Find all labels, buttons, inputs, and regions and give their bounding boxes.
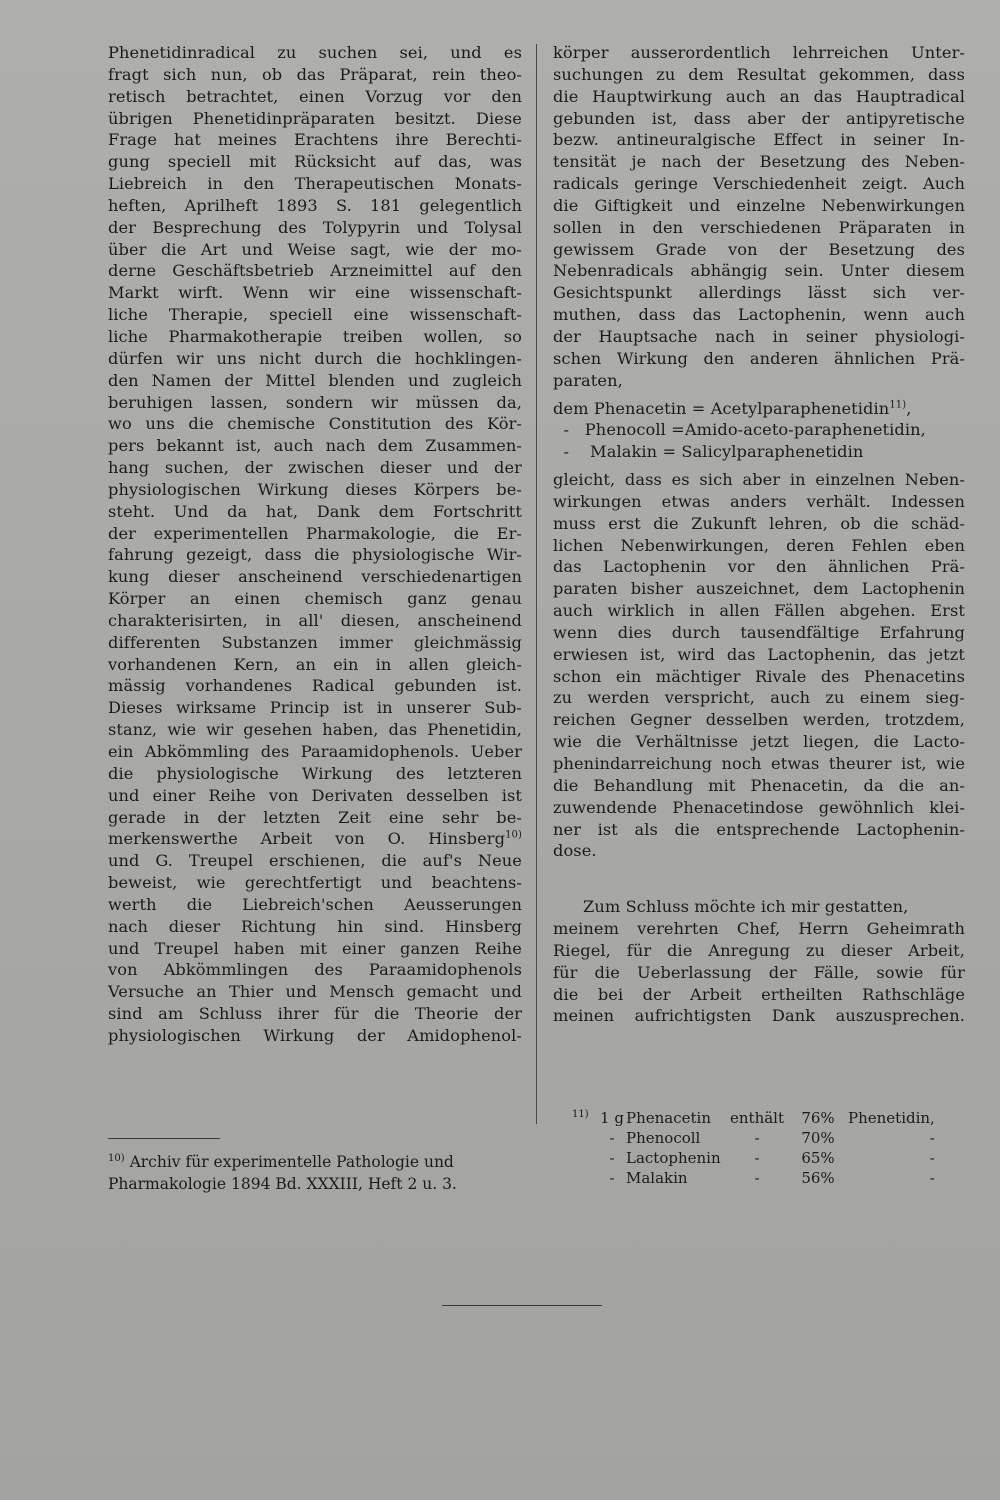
text-line: radicals geringe Verschiedenheit zeigt. Auch xyxy=(553,174,965,194)
text-line: sind am Schluss ihrer für die Theorie der xyxy=(108,1004,522,1024)
text-line: beruhigen lassen, sondern wir müssen da, xyxy=(108,392,522,412)
text-line: das Lactophenin vor den ähnlichen Prä- xyxy=(553,557,965,577)
text-line: liche Pharmakotherapie treiben wollen, so xyxy=(108,326,522,346)
text-line: ein Abkömmling des Paraamidophenols. Ueber xyxy=(108,742,522,761)
text-line: charakterisirten, in all' diesen, anscheinend xyxy=(108,610,522,630)
row-prefix: - xyxy=(609,1169,615,1187)
row-prefix: - xyxy=(609,1149,615,1167)
text-line: mässig vorhandenes Radical gebunden ist. xyxy=(108,676,522,696)
text-line: muthen, dass das Lactophenin, wenn auch xyxy=(553,305,965,325)
equation-line: - Malakin = Salicylparaphenetidin xyxy=(553,442,864,462)
text-line: Liebreich in den Therapeutischen Monats- xyxy=(108,174,522,194)
text-line: bezw. antineuralgische Effect in seiner In- xyxy=(553,130,965,150)
text-line: Nebenradicals abhängig sein. Unter diesem xyxy=(553,261,965,281)
row-verb: enthält xyxy=(730,1109,784,1127)
row-value: 76% xyxy=(801,1109,835,1127)
text-line: paraten bisher auszeichnet, dem Lactophenin xyxy=(553,579,965,599)
text-line: gewissem Grade von der Besetzung des xyxy=(553,239,965,259)
text-line: die Behandlung mit Phenacetin, da die an- xyxy=(553,775,965,795)
text-line: liche Therapie, speciell eine wissenschaft- xyxy=(108,305,522,325)
footnote-line xyxy=(108,1152,522,1174)
end-rule xyxy=(442,1305,602,1306)
row-verb: - xyxy=(754,1169,760,1187)
row-verb: - xyxy=(754,1129,760,1147)
right-column xyxy=(553,42,965,1027)
text-line: zu werden verspricht, auch zu einem sieg- xyxy=(553,688,965,708)
column-divider xyxy=(536,44,537,1124)
text-line: wenn dies durch tausendfältige Erfahrung xyxy=(553,622,965,642)
text-line: schon ein mächtiger Rivale des Phenacetins xyxy=(553,666,965,686)
text-line: lichen Nebenwirkungen, deren Fehlen eben xyxy=(553,535,965,555)
closing-line: meinen aufrichtigsten Dank auszusprechen. xyxy=(553,1006,965,1026)
text-line: tensität je nach der Besetzung des Neben- xyxy=(553,152,965,172)
text-line: Frage hat meines Erachtens ihre Berechti- xyxy=(108,130,522,150)
text-line: zuwendende Phenacetindose gewöhnlich klei- xyxy=(553,797,965,817)
text-line: differenten Substanzen immer gleichmässig xyxy=(108,632,522,652)
footnote-line: Pharmakologie 1894 Bd. XXXIII, Heft 2 u. 3. xyxy=(108,1174,457,1193)
text-line: beweist, wie gerechtfertigt und beachtens- xyxy=(108,873,522,893)
footnote-row xyxy=(572,1128,935,1148)
footnote-10 xyxy=(108,1152,522,1196)
closing-line: Riegel, für die Anregung zu dieser Arbeit, xyxy=(553,940,965,960)
footnote-table xyxy=(572,1108,935,1188)
row-tail: - xyxy=(929,1129,935,1147)
text-line: steht. Und da hat, Dank dem Fortschritt xyxy=(108,501,522,521)
row-value: 70% xyxy=(801,1129,835,1147)
closing-line: meinem verehrten Chef, Herrn Geheimrath xyxy=(553,919,965,939)
text-line: Dieses wirksame Princip ist in unserer Sub- xyxy=(108,698,522,718)
row-value: 56% xyxy=(801,1169,835,1187)
text-line: die physiologische Wirkung des letzteren xyxy=(108,763,522,783)
closing-line: Zum Schluss möchte ich mir gestatten, xyxy=(583,897,909,917)
text-line: stanz, wie wir gesehen haben, das Phenetidin, xyxy=(108,720,522,740)
row-name: Phenacetin xyxy=(626,1109,711,1127)
text-line: und Treupel haben mit einer ganzen Reihe xyxy=(108,938,522,958)
text-line: reichen Gegner desselben werden, trotzdem, xyxy=(553,710,965,730)
text-line: und einer Reihe von Derivaten desselben ist xyxy=(108,785,522,805)
row-name: Phenocoll xyxy=(626,1129,701,1147)
footnote-row xyxy=(572,1148,935,1168)
text-line: Phenetidinradical zu suchen sei, und es xyxy=(108,43,522,62)
text-line: Markt wirft. Wenn wir eine wissenschaft- xyxy=(108,283,522,303)
text-line: gung speciell mit Rücksicht auf das, was xyxy=(108,152,522,172)
footnote-row xyxy=(572,1168,935,1188)
closing-line: die bei der Arbeit ertheilten Rathschläge xyxy=(553,984,965,1004)
text-line: körper ausserordentlich lehrreichen Unter- xyxy=(553,43,965,62)
text-line: fahrung gezeigt, dass die physiologische Wir- xyxy=(108,545,522,565)
text-line: übrigen Phenetidinpräparaten besitzt. Diese xyxy=(108,108,522,128)
text-fragment: merkenswerthe Arbeit von O. Hinsberg xyxy=(108,829,506,849)
text-line: Körper an einen chemisch ganz genau xyxy=(108,589,522,609)
text-line: werth die Liebreich'schen Aeusserungen xyxy=(108,894,522,914)
text-line: wo uns die chemische Constitution des Kör- xyxy=(108,414,522,434)
text-line: die Giftigkeit und einzelne Nebenwirkungen xyxy=(553,195,965,215)
footnote-11 xyxy=(572,1108,972,1188)
text-line: den Namen der Mittel blenden und zugleich xyxy=(108,370,522,390)
footnote-rule-left xyxy=(108,1138,220,1139)
text-line: der Besprechung des Tolypyrin und Tolysal xyxy=(108,217,522,237)
row-verb: - xyxy=(754,1149,760,1167)
text-line: auch wirklich in allen Fällen abgehen. Erst xyxy=(553,601,965,621)
text-line: dürfen wir uns nicht durch die hochklingen- xyxy=(108,348,522,368)
row-value: 65% xyxy=(801,1149,835,1167)
footnote-marker: 10) xyxy=(108,1152,125,1164)
text-line: derne Geschäftsbetrieb Arzneimittel auf den xyxy=(108,261,522,281)
text-line: sollen in den verschiedenen Präparaten in xyxy=(553,217,965,237)
text-line: vorhandenen Kern, an ein in allen gleich- xyxy=(108,654,522,674)
text-line: fragt sich nun, ob das Präparat, rein theo- xyxy=(108,64,522,84)
text-line: und G. Treupel erschienen, die auf's Neue xyxy=(108,851,522,871)
text-line: die Hauptwirkung auch an das Hauptradical xyxy=(553,86,965,106)
text-line: ner ist als die entsprechende Lactophenin- xyxy=(553,819,965,839)
row-prefix: 1 g xyxy=(600,1109,624,1127)
text-line: phenindarreichung noch etwas theurer ist, wie xyxy=(553,754,965,773)
text-line: heften, Aprilheft 1893 S. 181 gelegentlich xyxy=(108,195,522,215)
text-line: erwiesen ist, wird das Lactophenin, das jetzt xyxy=(553,644,965,664)
text-line: suchungen zu dem Resultat gekommen, dass xyxy=(553,64,965,84)
row-name: Malakin xyxy=(626,1169,688,1187)
footnote-row xyxy=(572,1108,935,1128)
equation-tail: , xyxy=(906,398,912,418)
footnote-ref: 10) xyxy=(505,829,522,841)
text-line: paraten, xyxy=(553,370,623,390)
text-line: gebunden ist, dass aber der antipyretische xyxy=(553,108,965,128)
text-line: gleicht, dass es sich aber in einzelnen Neben- xyxy=(553,470,965,490)
text-line: muss erst die Zukunft lehren, ob die schäd- xyxy=(553,513,965,533)
row-name: Lactophenin xyxy=(626,1149,721,1167)
footnote-ref: 11) xyxy=(889,399,907,411)
row-tail: Phenetidin, xyxy=(848,1109,935,1127)
equation-line: - Phenocoll =Amido-aceto-paraphenetidin, xyxy=(553,420,926,440)
text-line: nach dieser Richtung hin sind. Hinsberg xyxy=(108,916,522,936)
text-line: der experimentellen Pharmakologie, die Er- xyxy=(108,523,522,543)
footnote-marker: 11) xyxy=(572,1109,589,1120)
text-line: kung dieser anscheinend verschiedenartigen xyxy=(108,567,522,587)
text-line: der Hauptsache nach in seiner physiologi- xyxy=(553,326,965,346)
equation-line xyxy=(553,398,965,420)
text-line: physiologischen Wirkung dieses Körpers be- xyxy=(108,479,522,499)
text-line: gerade in der letzten Zeit eine sehr be- xyxy=(108,807,522,827)
text-line: physiologischen Wirkung der Amidophenol- xyxy=(108,1025,522,1045)
text-line: hang suchen, der zwischen dieser und der xyxy=(108,458,522,478)
text-line: über die Art und Weise sagt, wie der mo- xyxy=(108,239,522,259)
text-line: wie die Verhältnisse jetzt liegen, die Lacto- xyxy=(553,732,965,752)
left-column xyxy=(108,42,522,1047)
text-line: dose. xyxy=(553,841,597,861)
row-tail: - xyxy=(929,1169,935,1187)
footnote-text: Archiv für experimentelle Pathologie und xyxy=(124,1153,454,1171)
row-prefix: - xyxy=(609,1129,615,1147)
text-line: retisch betrachtet, einen Vorzug vor den xyxy=(108,86,522,106)
text-line: von Abkömmlingen des Paraamidophenols xyxy=(108,960,522,980)
text-line: pers bekannt ist, auch nach dem Zusammen- xyxy=(108,436,522,456)
closing-line: für die Ueberlassung der Fälle, sowie für xyxy=(553,962,965,982)
text-line: schen Wirkung den anderen ähnlichen Prä- xyxy=(553,348,965,368)
text-line: Gesichtspunkt allerdings lässt sich ver- xyxy=(553,283,965,303)
text-line: wirkungen etwas anders verhält. Indessen xyxy=(553,491,965,511)
equation-text: dem Phenacetin = Acetylparaphenetidin xyxy=(553,398,890,418)
text-line: Versuche an Thier und Mensch gemacht und xyxy=(108,982,522,1002)
row-tail: - xyxy=(929,1149,935,1167)
text-line-with-ref xyxy=(108,828,522,850)
